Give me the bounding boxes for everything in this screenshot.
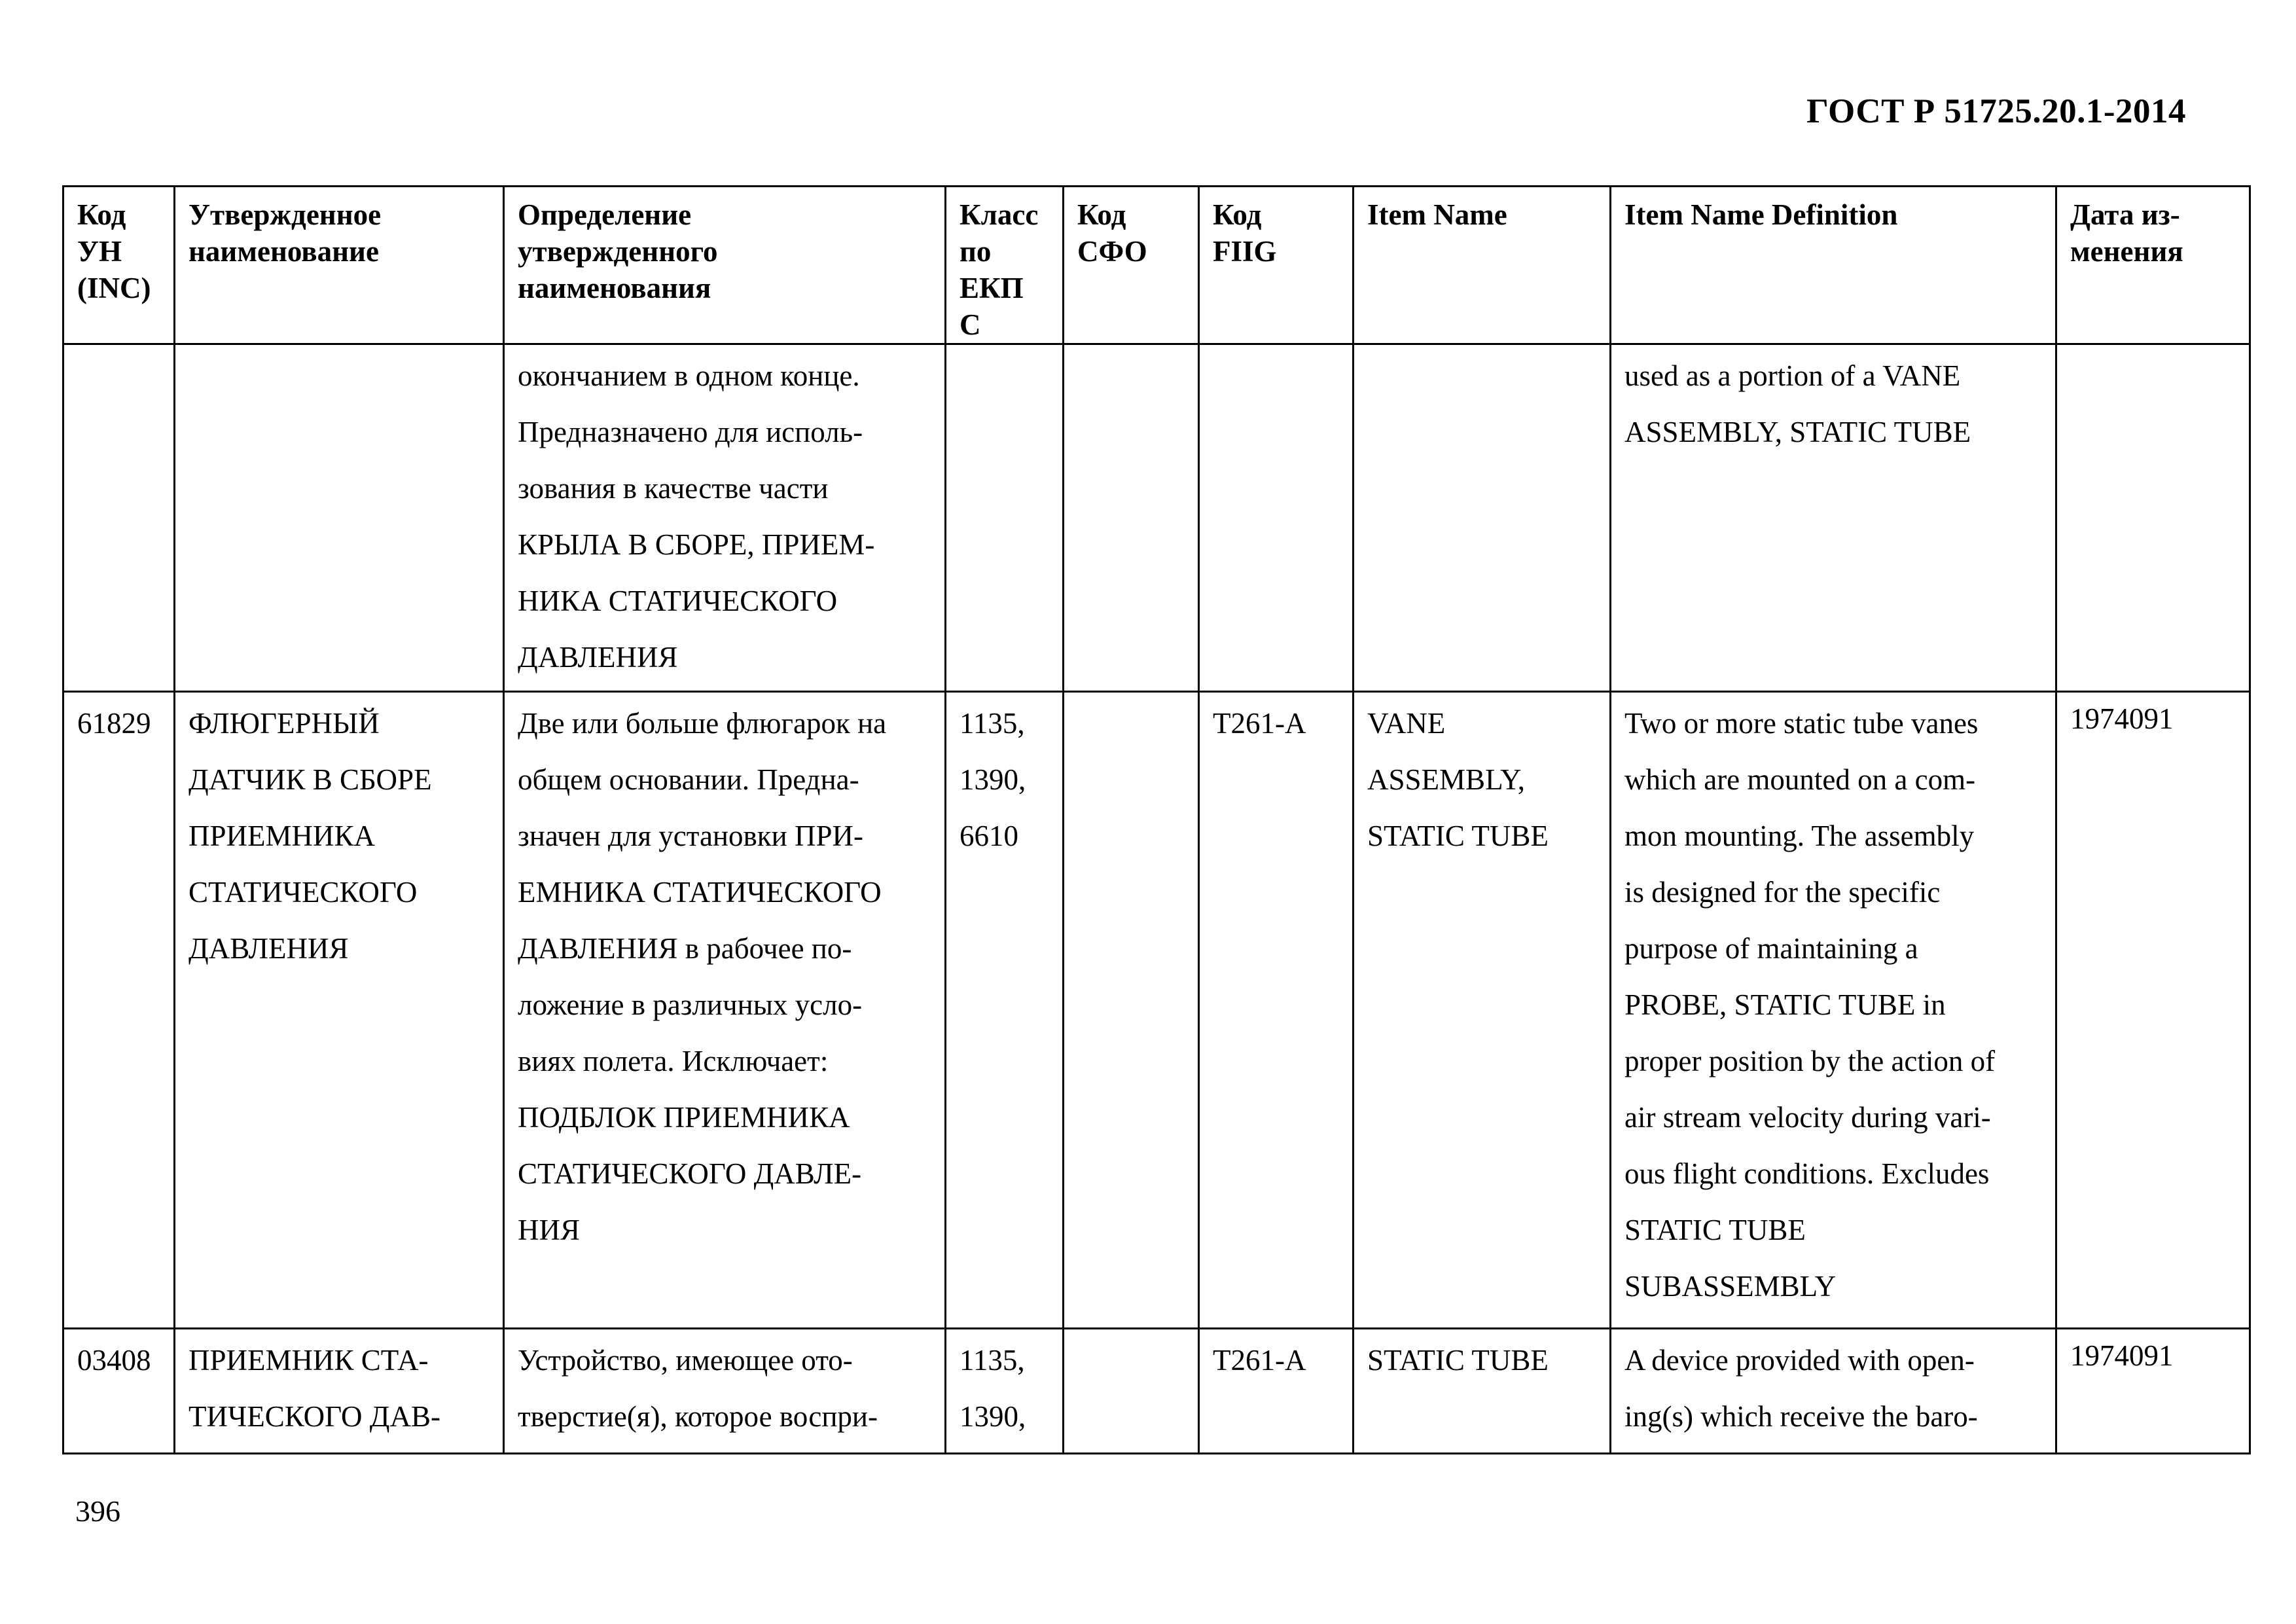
cell-fiig [1199, 344, 1354, 692]
col-header-approved-name: Утвержденное наименование [175, 187, 504, 344]
col-header-item-name: Item Name [1354, 187, 1611, 344]
cell-change-date: 1974091 [2056, 692, 2250, 1329]
cell-item-name-definition: used as a portion of a VANE ASSEMBLY, STATIC TUBE [1611, 344, 2056, 692]
cell-change-date [2056, 344, 2250, 692]
cell-inc [63, 344, 175, 692]
col-header-fiig: Код FIIG [1199, 187, 1354, 344]
table-row [63, 1329, 2250, 1454]
cell-ekps-class: 1135, 1390, 6610 [946, 692, 1064, 1329]
col-header-ekps-class: Класс по ЕКП С [946, 187, 1064, 344]
cell-name-definition: Устройство, имеющее ото- тверстие(я), которое воспри- [504, 1329, 946, 1454]
cell-change-date: 1974091 [2056, 1329, 2250, 1454]
document-number: ГОСТ Р 51725.20.1-2014 [1806, 92, 2186, 130]
cell-item-name [1354, 344, 1611, 692]
cell-ekps-class: 1135, 1390, [946, 1329, 1064, 1454]
col-header-change-date: Дата из- менения [2056, 187, 2250, 344]
col-header-name-definition: Определение утвержденного наименования [504, 187, 946, 344]
col-header-inc: Код УН (INC) [63, 187, 175, 344]
cell-sfo [1064, 344, 1199, 692]
cell-item-name: VANE ASSEMBLY, STATIC TUBE [1354, 692, 1611, 1329]
table-row [63, 692, 2250, 1329]
cell-inc: 03408 [63, 1329, 175, 1454]
page-number: 396 [75, 1494, 120, 1528]
cell-inc: 61829 [63, 692, 175, 1329]
cell-approved-name: ПРИЕМНИК СТА- ТИЧЕСКОГО ДАВ- [175, 1329, 504, 1454]
cell-item-name-definition: Two or more static tube vanes which are mounted on a com- mon mounting. The assembly is designed for the specific purpose of maintaining a PROBE, STATIC TUBE in proper position by the action of air stream velocity during vari- ous flight conditions. Excludes STATIC TUBE SUBASSEMBLY [1611, 692, 2056, 1329]
table-row [63, 344, 2250, 692]
col-header-sfo: Код СФО [1064, 187, 1199, 344]
cell-name-definition: Две или больше флюгарок на общем основании. Предна- значен для установки ПРИ- ЕМНИКА СТАТИЧЕСКОГО ДАВЛЕНИЯ в рабочее по- ложение в различных усло- виях полета. Исключает: ПОДБЛОК ПРИЕМНИКА СТАТИЧЕСКОГО ДАВЛЕ- НИЯ [504, 692, 946, 1329]
cell-fiig: T261-A [1199, 692, 1354, 1329]
cell-item-name: STATIC TUBE [1354, 1329, 1611, 1454]
cell-approved-name: ФЛЮГЕРНЫЙ ДАТЧИК В СБОРЕ ПРИЕМНИКА СТАТИЧЕСКОГО ДАВЛЕНИЯ [175, 692, 504, 1329]
cell-fiig: T261-A [1199, 1329, 1354, 1454]
cell-ekps-class [946, 344, 1064, 692]
cell-sfo [1064, 1329, 1199, 1454]
cell-item-name-definition: A device provided with open- ing(s) which receive the baro- [1611, 1329, 2056, 1454]
cell-name-definition: окончанием в одном конце. Предназначено для исполь- зования в качестве части КРЫЛА В СБОРЕ, ПРИЕМ- НИКА СТАТИЧЕСКОГО ДАВЛЕНИЯ [504, 344, 946, 692]
cell-approved-name [175, 344, 504, 692]
cell-sfo [1064, 692, 1199, 1329]
header-row [63, 187, 2250, 344]
col-header-item-name-definition: Item Name Definition [1611, 187, 2056, 344]
item-name-table [62, 185, 2251, 1454]
